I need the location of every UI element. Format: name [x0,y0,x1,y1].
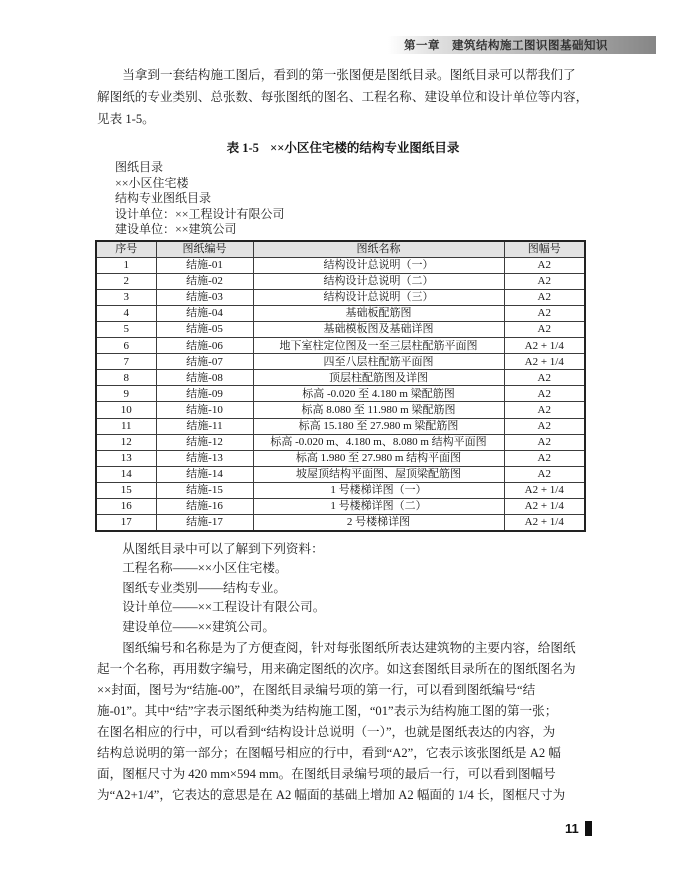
table-cell: 结施-10 [156,402,253,418]
table-cell: A2 [504,386,585,402]
paragraph-line: 施-01”。其中“结”字表示图纸种类为结构施工图，“01”表示为结构施工图的第一张； [97,703,558,718]
table-cell: 顶层柱配筋图及详图 [253,370,504,386]
table-cell: 结构设计总说明（三） [253,289,504,305]
table-row [96,305,585,321]
table-cell: A2 [504,370,585,386]
table-row [96,338,585,354]
table-cell: A2 [504,402,585,418]
table-row [96,434,585,450]
paragraph-line: 面，图框尺寸为 420 mm×594 mm。在图纸目录编号项的最后一行，可以看到图幅号 [97,766,556,781]
table-cell: 12 [96,434,156,450]
preamble-line: ××小区住宅楼 [115,175,189,190]
summary-line: 建设单位——××建筑公司。 [122,620,275,635]
table-cell: A2 + 1/4 [504,498,585,514]
table-cell: A2 [504,305,585,321]
table-header-row [96,241,585,257]
table-cell: 基础模板图及基础详图 [253,321,504,337]
table-cell: 2 号楼梯详图 [253,515,504,531]
page-footer [565,821,592,836]
table-cell: 四至八层柱配筋平面图 [253,354,504,370]
table-cell: 结施-12 [156,434,253,450]
table-row [96,386,585,402]
intro-paragraph [97,64,589,130]
column-header-number: 图纸编号 [156,241,253,257]
table-cell: 6 [96,338,156,354]
table-cell: A2 + 1/4 [504,338,585,354]
table-cell: A2 + 1/4 [504,515,585,531]
page-content [97,0,589,806]
drawing-catalog-table [95,240,586,532]
table-cell: 结施-09 [156,386,253,402]
table-cell: A2 [504,289,585,305]
table-row [96,370,585,386]
table-cell: A2 + 1/4 [504,482,585,498]
column-header-name: 图纸名称 [253,241,504,257]
table-cell: A2 + 1/4 [504,354,585,370]
column-header-format: 图幅号 [504,241,585,257]
table-row [96,321,585,337]
table-cell: 结施-17 [156,515,253,531]
table-cell: 2 [96,273,156,289]
summary-line: 图纸专业类别——结构专业。 [122,580,286,595]
table-cell: 标高 8.080 至 11.980 m 梁配筋图 [253,402,504,418]
table-number: 表 1-5 [226,141,259,155]
table-cell: 1 号楼梯详图（一） [253,482,504,498]
table-row [96,273,585,289]
paragraph-line: 为“A2+1/4”，它表达的意思是在 A2 幅面的基础上增加 A2 幅面的 1/4 长，图框尺寸为 [97,787,566,802]
table-row [96,515,585,531]
table-row [96,257,585,273]
table-cell: 结施-01 [156,257,253,273]
table-cell: 结施-16 [156,498,253,514]
preamble-line: 结构专业图纸目录 [115,191,212,206]
table-cell: 标高 -0.020 至 4.180 m 梁配筋图 [253,386,504,402]
page-number: 11 [565,821,579,836]
chapter-title: 第一章 建筑结构施工图识图基础知识 [404,40,608,52]
table-cell: 16 [96,498,156,514]
table-cell: 13 [96,450,156,466]
table-cell: 结施-03 [156,289,253,305]
table-cell: A2 [504,434,585,450]
summary-list [97,540,589,638]
table-cell: 结施-05 [156,321,253,337]
table-cell: 9 [96,386,156,402]
table-cell: 7 [96,354,156,370]
table-row [96,482,585,498]
preamble-line: 设计单位：××工程设计有限公司 [115,206,285,221]
table-cell: 标高 -0.020 m、4.180 m、8.080 m 结构平面图 [253,434,504,450]
table-cell: 结施-04 [156,305,253,321]
table-preamble [97,160,589,238]
table-cell: 结施-15 [156,482,253,498]
table-cell: A2 [504,321,585,337]
preamble-line: 图纸目录 [115,160,164,174]
table-row [96,418,585,434]
table-row [96,354,585,370]
table-cell: 17 [96,515,156,531]
table-cell: 结构设计总说明（一） [253,257,504,273]
table-body [96,257,585,531]
table-row [96,289,585,305]
intro-line: 解图纸的专业类别、总张数、每张图纸的图名、工程名称、建设单位和设计单位等内容， [97,90,589,104]
footer-bar-icon [585,821,592,836]
table-cell: A2 [504,450,585,466]
table-row [96,466,585,482]
table-row [96,498,585,514]
table-cell: 14 [96,466,156,482]
table-cell: 结施-07 [156,354,253,370]
table-cell: 坡屋顶结构平面图、屋顶梁配筋图 [253,466,504,482]
paragraph-line: 起一个名称，再用数字编号，用来确定图纸的次序。如这套图纸目录所在的图纸图名为 [97,661,576,676]
paragraph-line: ××封面，图号为“结施-00”，在图纸目录编号项的第一行，可以看到图纸编号“结 [97,682,536,697]
table-cell: 结构设计总说明（二） [253,273,504,289]
paragraph-line: 结构总说明的第一部分；在图幅号相应的行中，看到“A2”，它表示该张图纸是 A2 幅 [97,745,561,760]
table-cell: A2 [504,257,585,273]
table-cell: A2 [504,418,585,434]
column-header-seq: 序号 [96,241,156,257]
table-cell: 1 [96,257,156,273]
table-cell: 结施-08 [156,370,253,386]
summary-line: 从图纸目录中可以了解到下列资料： [122,541,324,556]
preamble-line: 建设单位：××建筑公司 [115,222,237,237]
table-cell: 结施-11 [156,418,253,434]
table-cell: 地下室柱定位图及一至三层柱配筋平面图 [253,338,504,354]
table-cell: 3 [96,289,156,305]
paragraph-line: 图纸编号和名称是为了方便查阅，针对每张图纸所表达建筑物的主要内容，给图纸 [122,640,576,655]
table-cell: 15 [96,482,156,498]
table-cell: 10 [96,402,156,418]
table-cell: 结施-06 [156,338,253,354]
table-title: ××小区住宅楼的结构专业图纸目录 [270,141,460,155]
table-cell: 5 [96,321,156,337]
table-cell: A2 [504,273,585,289]
paragraph-line: 在图名相应的行中，可以看到“结构设计总说明（一）”，也就是图纸表达的内容，为 [97,724,556,739]
table-cell: 标高 15.180 至 27.980 m 梁配筋图 [253,418,504,434]
table-cell: 基础板配筋图 [253,305,504,321]
table-cell: 11 [96,418,156,434]
table-cell: 结施-14 [156,466,253,482]
table-cell: A2 [504,466,585,482]
table-cell: 标高 1.980 至 27.980 m 结构平面图 [253,450,504,466]
table-row [96,450,585,466]
summary-line: 设计单位——××工程设计有限公司。 [122,600,326,615]
table-cell: 8 [96,370,156,386]
numbering-paragraph [97,638,589,806]
table-caption [97,138,589,156]
intro-line: 当拿到一套结构施工图后，看到的第一张图便是图纸目录。图纸目录可以帮我们了 [122,68,576,82]
table-cell: 1 号楼梯详图（二） [253,498,504,514]
table-row [96,402,585,418]
summary-line: 工程名称——××小区住宅楼。 [122,561,288,576]
table-cell: 结施-02 [156,273,253,289]
intro-line: 见表 1-5。 [97,112,155,126]
table-cell: 结施-13 [156,450,253,466]
table-cell: 4 [96,305,156,321]
